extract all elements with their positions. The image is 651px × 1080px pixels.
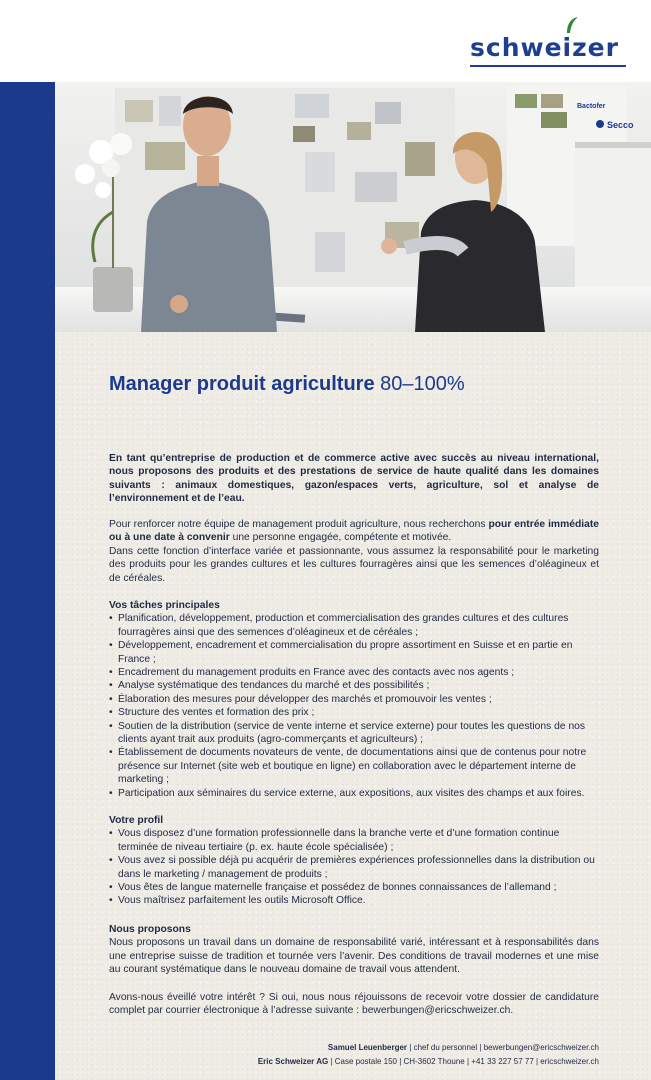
contact-name: Samuel Leuenberger (327, 1043, 408, 1052)
company-details: | Case postale 150 | CH-3602 Thoune | +41 33 227 57 77 | ericschweizer.ch (328, 1057, 599, 1066)
office-photo-illustration (55, 82, 651, 332)
recruit-emphasis: pour entrée immédiate ou à une date à convenir (109, 519, 599, 544)
list-item: • Participation aux séminaires du service externe, aux expositions, aux visites des champs et aux foires. (109, 787, 599, 800)
office-photo (55, 82, 651, 332)
list-item: • Vous disposez d’une formation professionnelle dans la branche verte et d’une formation continue terminée de niveau tertiaire (p. ex. haute école spécialisée) ; (109, 827, 599, 854)
list-item: • Vous maîtrisez parfaitement les outils Microsoft Office. (109, 894, 599, 907)
recruit-paragraph (109, 518, 599, 545)
recruit-text-2: une personne engagée, compétente et motivée. (229, 532, 452, 544)
logo-wordmark: schweizer (470, 33, 619, 62)
job-title-percentage: 80–100% (380, 373, 465, 395)
description-block (109, 518, 599, 585)
offer-heading: Nous proposons (109, 924, 191, 935)
list-item: • Soutien de la distribution (service de vente interne et service externe) pour toutes les questions de nos clients ayant trait aux produits (agro-commerçants et agriculteurs) ; (109, 720, 599, 747)
profile-section (109, 814, 599, 908)
list-item: • Élaboration des mesures pour développer des marchés et promouvoir les ventes ; (109, 693, 599, 706)
tasks-list (109, 612, 599, 800)
profile-heading: Votre profil (109, 815, 164, 826)
list-item: • Encadrement du management produits en France avec des contacts avec nos agents ; (109, 666, 599, 679)
list-item: • Vous êtes de langue maternelle française et possédez de bonnes connaissances de l’allemand ; (109, 881, 599, 894)
footer-contact-line (119, 1043, 599, 1052)
brand-stripe (0, 82, 55, 1080)
tasks-section (109, 599, 599, 800)
logo-underline (470, 65, 626, 67)
closing-paragraph: Avons-nous éveillé votre intérêt ? Si oui, nous nous réjouissons de recevoir votre dossier de candidature complet par courrier électronique à l’adresse suivante : bewerbungen@ericschweizer.ch. (109, 992, 599, 1017)
header (0, 0, 651, 82)
company-logo (470, 16, 626, 68)
panel-brand-label: Bactofer (577, 103, 606, 110)
offer-section (109, 923, 599, 977)
list-item: • Structure des ventes et formation des prix ; (109, 706, 599, 719)
list-item: • Analyse systématique des tendances du marché et des possibilités ; (109, 679, 599, 692)
list-item: • Vous avez si possible déjà pu acquérir de premières expériences professionnelles dans la distribution ou dans le marketing / management de produits ; (109, 854, 599, 881)
list-item: • Établissement de documents novateurs de vente, de documentations ainsi que de contenus pour notre présence sur Internet (site web et boutique en ligne) en collaboration avec le département interne de marketing ; (109, 746, 599, 786)
list-item: • Développement, encadrement et commercialisation du propre assortiment en Suisse et en partie en France ; (109, 639, 599, 666)
panel-logo-label: Secco (607, 120, 634, 130)
contact-details: | chef du personnel | bewerbungen@ericschweizer.ch (407, 1043, 599, 1052)
intro-paragraph: En tant qu’entreprise de production et de commerce active avec succès au niveau international, nous proposons des produits et des prestations de service de haute qualité dans les domaines suivants : animaux domestiques, gazon/espaces verts, agriculture, sol et analyse de l’environnement et de l’eau. (109, 453, 599, 505)
job-title-main: Manager produit agriculture (109, 373, 375, 395)
list-item: • Planification, développement, production et commercialisation des grandes cultures et des cultures fourragères ainsi que des semences d’oléagineux et de céréales ; (109, 612, 599, 639)
role-paragraph: Dans cette fonction d’interface variée et passionnante, vous assumez la responsabilité pour le marketing des produits pour les grandes cultures et les cultures fourragères ainsi que les semences d’oléagineux et de céréales. (109, 545, 599, 584)
profile-list (109, 827, 599, 907)
offer-text: Nous proposons un travail dans un domaine de responsabilité varié, intéressant et à responsabilités dans une entreprise suisse de tradition et tournée vers l’avenir. Des conditions de travail modernes et une mise au courant systématique dans le nouveau domaine de travail vous attendent. (109, 937, 599, 976)
tasks-heading: Vos tâches principales (109, 600, 220, 611)
job-title (109, 373, 465, 396)
company-name: Eric Schweizer AG (257, 1057, 329, 1066)
leaf-icon (565, 16, 579, 34)
footer-company-line (119, 1057, 599, 1066)
recruit-text-1: Pour renforcer notre équipe de management produit agriculture, nous recherchons (109, 519, 489, 530)
